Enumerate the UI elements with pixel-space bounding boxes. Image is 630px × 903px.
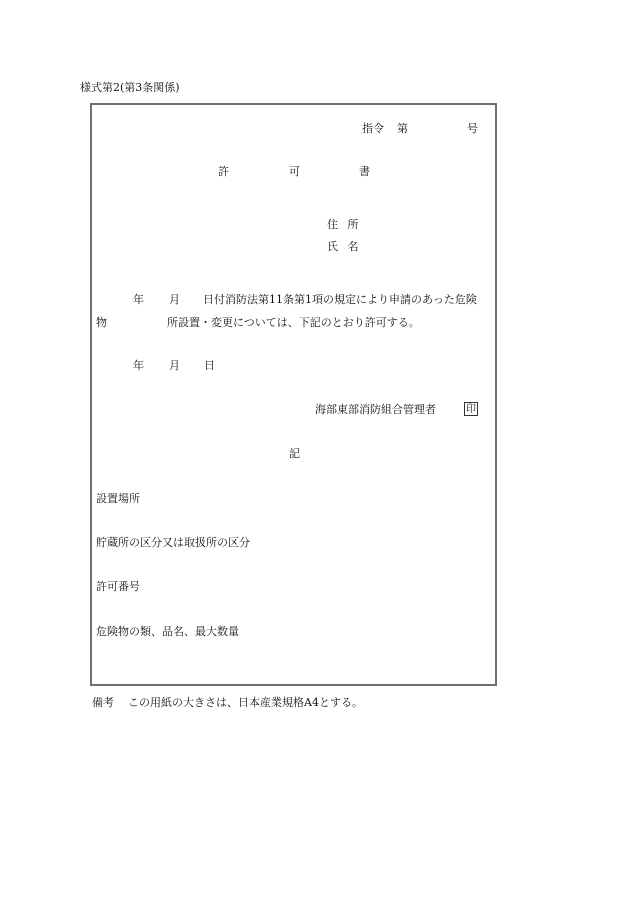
- body-month-label: 月: [169, 293, 180, 306]
- ki-heading: 記: [289, 447, 300, 460]
- issuer-name: 海部東部消防組合管理者: [315, 403, 436, 416]
- date-day-label: 日: [204, 359, 215, 372]
- body-text-line2-prefix: 物: [96, 316, 107, 329]
- item-hazard-label: 危険物の類、品名、最大数量: [96, 625, 239, 638]
- title-char-kyo: 許: [218, 165, 229, 178]
- name-label: 氏 名: [327, 240, 359, 253]
- remarks-label: 備考: [92, 696, 114, 709]
- dai-label: 第: [397, 122, 408, 135]
- item-permit-number-label: 許可番号: [96, 580, 140, 593]
- address-label: 住 所: [327, 218, 359, 231]
- title-char-ka: 可: [289, 165, 300, 178]
- remarks-text: この用紙の大きさは、日本産業規格A4とする。: [128, 696, 363, 709]
- date-month-label: 月: [169, 359, 180, 372]
- item-category-label: 貯蔵所の区分又は取扱所の区分: [96, 536, 250, 549]
- permit-form-frame: [90, 103, 497, 686]
- seal-stamp-box: [464, 402, 478, 416]
- shirei-label: 指令: [362, 122, 384, 135]
- seal-char: 印: [466, 404, 476, 415]
- item-location-label: 設置場所: [96, 492, 140, 505]
- body-text-line1: 日付消防法第11条第1項の規定により申請のあった危険: [203, 293, 477, 306]
- body-text-line2: 所設置・変更については、下記のとおり許可する。: [167, 316, 420, 329]
- go-label: 号: [467, 122, 478, 135]
- date-year-label: 年: [133, 359, 144, 372]
- title-char-sho: 書: [359, 165, 370, 178]
- body-year-label: 年: [133, 293, 144, 306]
- form-number-label: 様式第2(第3条関係): [80, 81, 180, 94]
